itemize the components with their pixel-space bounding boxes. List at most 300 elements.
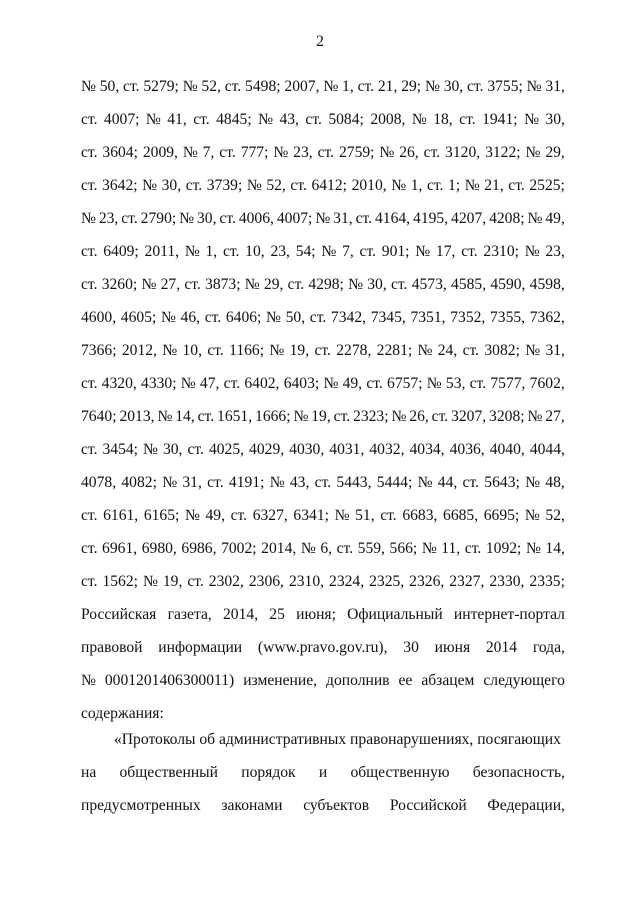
word: № <box>300 540 316 557</box>
word: 1941; <box>482 111 518 128</box>
word: ст. <box>193 111 210 128</box>
word: № <box>417 474 433 491</box>
word: 2310; <box>483 243 519 260</box>
word: (www.pravo.gov.ru), <box>257 639 388 656</box>
word: 0001201406300011) <box>104 672 235 689</box>
word: 3873; <box>205 276 241 293</box>
word: № <box>524 111 539 128</box>
word: 1092; <box>485 540 522 557</box>
word: ст. <box>207 474 224 491</box>
word: ст. <box>185 177 203 194</box>
word: 3739; <box>206 177 243 194</box>
word: № <box>244 276 260 293</box>
word: общественный <box>119 764 218 781</box>
word: № <box>269 342 285 359</box>
word: № <box>184 243 200 260</box>
word: № <box>182 78 198 95</box>
text-line <box>81 334 565 367</box>
word: 3260; <box>101 276 138 293</box>
word: 6757; <box>387 375 423 392</box>
word: 21, <box>484 177 504 194</box>
word: 24, <box>437 342 458 359</box>
word: ст. <box>219 210 236 227</box>
word: 6961, <box>102 540 138 557</box>
word: 4320, <box>101 375 137 392</box>
word: № <box>160 309 176 326</box>
word: 4030, <box>289 441 325 458</box>
word: 19, <box>162 573 183 590</box>
word: № <box>269 474 285 491</box>
word: 1651, <box>217 408 253 425</box>
word: 6406; <box>225 309 262 326</box>
word: ст. <box>380 507 397 524</box>
word: 54; <box>295 243 316 260</box>
word: ст. <box>223 375 241 392</box>
word: 777; <box>240 144 269 161</box>
word: ст. <box>81 276 98 293</box>
text-line <box>81 598 565 631</box>
word: 2525; <box>529 177 565 194</box>
word: № <box>415 243 431 260</box>
word: № <box>258 111 273 128</box>
word: № <box>293 408 309 425</box>
word: 50, <box>285 309 306 326</box>
word: 4298; <box>308 276 344 293</box>
word: 44, <box>437 474 458 491</box>
word: № <box>525 474 540 491</box>
text-line <box>81 367 565 400</box>
word: № <box>525 144 541 161</box>
word: № <box>527 210 543 227</box>
word: ст. <box>390 276 408 293</box>
word: 2325, <box>369 573 405 590</box>
word: 4044, <box>529 441 565 458</box>
word: ст. <box>81 441 98 458</box>
word: 26, <box>409 408 429 425</box>
word: № <box>391 177 407 194</box>
word: № <box>266 309 281 326</box>
word: 4573, <box>411 276 447 293</box>
word: 14, <box>175 408 195 425</box>
word: 6980, <box>141 540 177 557</box>
word: 6, <box>320 540 333 557</box>
word: 7640; <box>81 408 117 425</box>
word: газета, <box>167 606 212 623</box>
quote-line <box>81 789 565 822</box>
word: ст. <box>357 78 375 95</box>
word: 4034, <box>409 441 445 458</box>
word: Официальный <box>347 606 443 623</box>
word: и <box>318 764 328 781</box>
word: 1, <box>342 78 354 95</box>
word: 5643; <box>484 474 520 491</box>
word: ст. <box>81 540 98 557</box>
word: 30, <box>367 276 387 293</box>
word: 3122; <box>485 144 521 161</box>
word: 4007; <box>276 210 313 227</box>
word: № <box>321 243 337 260</box>
word: 4025, <box>208 441 245 458</box>
word: 43, <box>289 474 310 491</box>
word: 2790; <box>140 210 177 227</box>
word: изменение, <box>243 672 318 689</box>
word: ст. <box>426 177 444 194</box>
word: ст. <box>81 243 98 260</box>
word: ст. <box>431 408 449 425</box>
word: 7577, <box>490 375 526 392</box>
word: 26, <box>399 144 419 161</box>
word: 7, <box>342 243 354 260</box>
word: ст. <box>467 78 484 95</box>
word: 43, <box>279 111 299 128</box>
quoted-paragraph <box>81 723 565 822</box>
word: № <box>391 408 407 425</box>
word: ст. <box>81 111 98 128</box>
word: июня <box>434 639 471 656</box>
word: ст. <box>81 177 98 194</box>
word: ст. <box>423 144 441 161</box>
word: № <box>525 540 541 557</box>
word: ст. <box>287 276 305 293</box>
word: № <box>273 144 289 161</box>
word: 6161, <box>103 507 139 524</box>
word: 4330; <box>141 375 177 392</box>
word: ст. <box>314 342 331 359</box>
word: 1666; <box>255 408 291 425</box>
word: ст. <box>508 177 525 194</box>
word: № <box>182 144 198 161</box>
word: 2007, <box>284 78 320 95</box>
word: 31, <box>545 342 565 359</box>
text-line <box>81 70 565 103</box>
word: 52, <box>545 507 565 524</box>
word: 7362, <box>529 309 565 326</box>
word: 2278, <box>336 342 372 359</box>
word: 52, <box>201 78 221 95</box>
text-line <box>81 103 565 136</box>
word: ст. <box>305 111 322 128</box>
word: 23, <box>98 210 119 227</box>
text-line <box>81 136 565 169</box>
word: ст. <box>462 342 480 359</box>
word: 5279; <box>143 78 179 95</box>
word: 30, <box>196 210 217 227</box>
word: № <box>315 210 331 227</box>
word: ст. <box>290 177 307 194</box>
word: № <box>323 375 339 392</box>
word: № <box>421 540 437 557</box>
word: № <box>81 672 96 689</box>
word: ст. <box>333 408 351 425</box>
word: 49, <box>545 210 565 227</box>
word: 4845; <box>216 111 252 128</box>
word: информации <box>158 639 243 656</box>
word: 23, <box>545 243 565 260</box>
word: № <box>145 111 161 128</box>
word: ст. <box>309 309 327 326</box>
word: 10, <box>182 342 202 359</box>
word: 10, <box>245 243 265 260</box>
word: 2324, <box>329 573 365 590</box>
word: 21, <box>377 78 398 95</box>
word: законами <box>221 797 283 814</box>
word: № <box>411 111 427 128</box>
word: 51, <box>355 507 375 524</box>
word: 49, <box>342 375 363 392</box>
word: 3604; <box>102 144 138 161</box>
word: 3082; <box>484 342 520 359</box>
word: ст. <box>207 342 224 359</box>
word: ст. <box>469 375 487 392</box>
word: 5444; <box>376 474 413 491</box>
word: № <box>142 573 158 590</box>
word: 2008, <box>370 111 406 128</box>
body-paragraph <box>81 70 565 730</box>
word: 6685, <box>443 507 479 524</box>
word: № <box>524 243 540 260</box>
word: ст. <box>314 474 332 491</box>
word: 6403; <box>283 375 320 392</box>
word: 1166; <box>229 342 265 359</box>
word: 27, <box>545 408 565 425</box>
word: ст. <box>359 243 376 260</box>
word: 2306, <box>248 573 284 590</box>
word: 2010, <box>351 177 387 194</box>
word: 4195, <box>413 210 449 227</box>
word: ст. <box>187 441 204 458</box>
word: года, <box>532 639 565 656</box>
word: 23, <box>293 144 313 161</box>
word: 7366; <box>81 342 117 359</box>
word: № <box>379 144 395 161</box>
word: 4207, <box>451 210 487 227</box>
word: 6341; <box>293 507 329 524</box>
word: 559, <box>357 540 385 557</box>
text-line <box>81 466 565 499</box>
word: Российской <box>389 797 467 814</box>
word: 4029, <box>249 441 285 458</box>
word: 6986, <box>181 540 217 557</box>
word: 7, <box>202 144 215 161</box>
word: 4605; <box>120 309 157 326</box>
word: 4164, <box>374 210 411 227</box>
word: № <box>141 276 157 293</box>
word: 30, <box>161 177 182 194</box>
word: интернет-портал <box>453 606 565 623</box>
word: 3755; <box>487 78 523 95</box>
word: 2326, <box>409 573 445 590</box>
word: ст. <box>464 540 482 557</box>
word: субъектов <box>303 797 370 814</box>
word: 2327, <box>449 573 485 590</box>
word: 30 <box>403 639 419 656</box>
word: ст. <box>459 111 476 128</box>
word: 30, <box>162 441 183 458</box>
word: 19, <box>311 408 331 425</box>
word: 52, <box>266 177 286 194</box>
word: 29, <box>263 276 284 293</box>
word: № <box>184 507 200 524</box>
word: 4598, <box>529 276 565 293</box>
word: ст. <box>123 78 140 95</box>
word: 4082; <box>121 474 157 491</box>
word: 4590, <box>490 276 526 293</box>
word: № <box>180 375 196 392</box>
text-line <box>81 202 565 235</box>
word: 2014 <box>485 639 518 656</box>
word: ст. <box>204 309 222 326</box>
word: 41, <box>167 111 187 128</box>
word: общественную <box>350 764 450 781</box>
word: 17, <box>435 243 456 260</box>
word: 7345, <box>370 309 406 326</box>
word: абзацем <box>421 672 475 689</box>
word: ст. <box>187 573 204 590</box>
word: № <box>246 177 262 194</box>
word: 6165; <box>143 507 180 524</box>
word: ст. <box>355 210 373 227</box>
word: № <box>162 474 178 491</box>
word: 2310, <box>288 573 325 590</box>
word: 6409; <box>103 243 139 260</box>
word: № <box>162 342 178 359</box>
word: № <box>157 408 173 425</box>
word: 4585, <box>451 276 487 293</box>
word: 7342, <box>330 309 367 326</box>
word: 3642; <box>102 177 138 194</box>
word: 2323; <box>353 408 389 425</box>
quote-first-line: «Протоколы об административных правонарушениях, посягающих <box>114 731 561 748</box>
word: 27, <box>160 276 181 293</box>
word: 4078, <box>81 474 117 491</box>
word: 5443, <box>336 474 372 491</box>
word: 4191; <box>228 474 265 491</box>
word: 2759; <box>338 144 375 161</box>
word: порядок <box>241 764 296 781</box>
text-line <box>81 268 565 301</box>
word: дополнив <box>326 672 390 689</box>
word: 31, <box>545 78 565 95</box>
page-number: 2 <box>316 33 324 50</box>
word: 4208; <box>489 210 525 227</box>
word: 23, <box>270 243 290 260</box>
word: ст. <box>81 144 98 161</box>
word: ст. <box>81 375 98 392</box>
word: 2302, <box>208 573 244 590</box>
word: 2009, <box>142 144 178 161</box>
word: ст. <box>336 540 354 557</box>
word: 2011, <box>144 243 180 260</box>
word: ст. <box>121 210 138 227</box>
word: 50, <box>99 78 120 95</box>
word: 3454; <box>102 441 139 458</box>
word: № <box>142 177 158 194</box>
word: ст. <box>81 507 98 524</box>
word: 25 <box>269 606 285 623</box>
word: 2014, <box>223 606 259 623</box>
word: 6327, <box>252 507 288 524</box>
word: 566; <box>389 540 418 557</box>
word: 4036, <box>449 441 485 458</box>
text-line <box>81 499 565 532</box>
word: ст. <box>222 243 240 260</box>
word: безопасность, <box>472 764 565 781</box>
word: 4006, <box>238 210 274 227</box>
word: № <box>525 342 541 359</box>
word: 2014, <box>261 540 297 557</box>
word: № <box>179 210 195 227</box>
word: 4032, <box>369 441 405 458</box>
text-line <box>81 235 565 268</box>
text-line <box>81 169 565 202</box>
word: № <box>417 342 433 359</box>
word: 29; <box>401 78 422 95</box>
word: № <box>524 507 540 524</box>
word: 14, <box>545 540 565 557</box>
word: 7352, <box>450 309 486 326</box>
word: № <box>424 78 440 95</box>
text-line-last: содержания: <box>81 705 164 722</box>
word: следующего <box>483 672 565 689</box>
word: 1; <box>448 177 461 194</box>
word: № <box>81 78 96 95</box>
word: 53, <box>445 375 466 392</box>
word: 6695; <box>483 507 520 524</box>
word: 7002; <box>221 540 257 557</box>
word: 6402, <box>244 375 280 392</box>
text-line <box>81 433 565 466</box>
word: 7355, <box>489 309 526 326</box>
word: 11, <box>441 540 461 557</box>
text-line <box>81 400 565 433</box>
word: ст. <box>81 573 98 590</box>
word: 3120, <box>445 144 481 161</box>
word: 2335; <box>529 573 565 590</box>
word: предусмотренных <box>81 797 201 814</box>
word: № <box>426 375 442 392</box>
word: Российская <box>81 606 157 623</box>
word: 18, <box>433 111 453 128</box>
word: ст. <box>461 243 478 260</box>
text-line <box>81 664 565 697</box>
word: ст. <box>184 276 201 293</box>
word: 46, <box>180 309 201 326</box>
word: 7351, <box>410 309 446 326</box>
word: 4007; <box>103 111 140 128</box>
word: № <box>464 177 480 194</box>
word: 30, <box>443 78 464 95</box>
word: 4040, <box>489 441 525 458</box>
word: № <box>348 276 364 293</box>
word: 48, <box>545 474 565 491</box>
word: ст. <box>462 474 480 491</box>
text-line <box>81 565 565 598</box>
text-line <box>81 301 565 334</box>
word: ст. <box>219 144 236 161</box>
word: 29, <box>545 144 565 161</box>
word: 47, <box>199 375 220 392</box>
word: 3208; <box>489 408 525 425</box>
word: 6683, <box>402 507 438 524</box>
word: 1, <box>205 243 218 260</box>
word: № <box>527 408 543 425</box>
word: 19, <box>289 342 310 359</box>
word: 6412; <box>311 177 347 194</box>
word: 1, <box>410 177 423 194</box>
word: 901; <box>381 243 410 260</box>
word: 2330, <box>489 573 525 590</box>
word: Федерации, <box>487 797 565 814</box>
